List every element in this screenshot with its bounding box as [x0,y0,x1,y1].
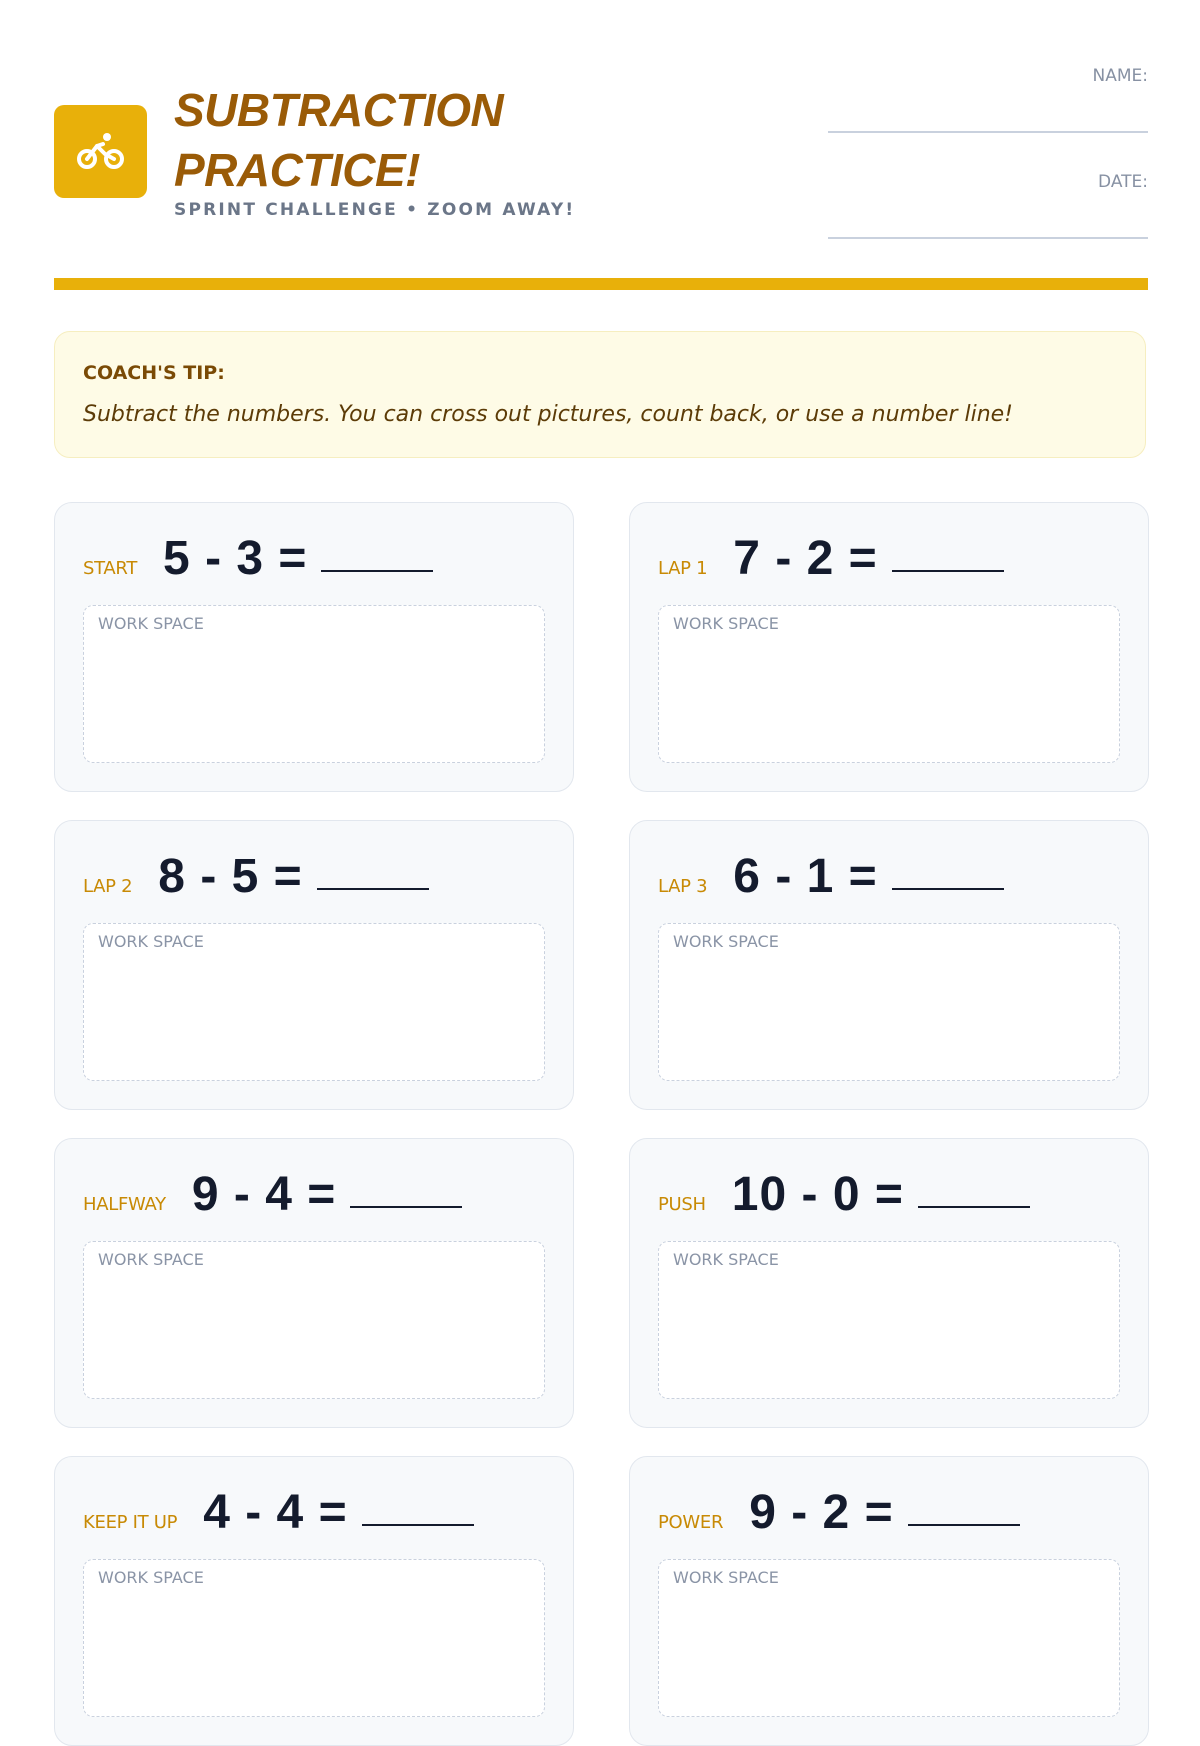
equation: 8 - 5 = [158,850,303,903]
logo-badge [54,105,147,198]
equation-row [658,531,1004,591]
date-field-line[interactable] [828,237,1148,239]
answer-blank[interactable] [321,570,433,572]
equation-row [83,1167,462,1227]
tip-text: Subtract the numbers. You can cross out pictures, count back, or use a number line! [83,402,1014,427]
lap-label: LAP 3 [658,876,708,897]
lap-label: HALFWAY [83,1194,166,1215]
equation: 9 - 4 = [191,1168,337,1221]
page-title [174,80,734,200]
problem-card [629,1138,1149,1428]
work-space-label: WORK SPACE [98,1568,204,1587]
coach-tip-box [54,331,1146,458]
page-subtitle: SPRINT CHALLENGE • ZOOM AWAY! [174,200,576,220]
tip-label: COACH'S TIP: [83,362,225,384]
title-line-2: PRACTICE! [174,144,420,196]
equation: 5 - 3 = [163,532,308,585]
answer-blank[interactable] [892,570,1004,572]
work-space-box[interactable] [83,1559,545,1717]
lap-label: START [83,558,138,579]
problem-card [54,502,574,792]
work-space-box[interactable] [658,923,1120,1081]
work-space-label: WORK SPACE [98,1250,204,1269]
bicycle-icon [73,124,129,180]
work-space-label: WORK SPACE [98,932,204,951]
title-line-1: SUBTRACTION [174,84,504,136]
answer-blank[interactable] [317,888,429,890]
problem-card [629,1456,1149,1746]
lap-label: KEEP IT UP [83,1512,178,1533]
header-divider [54,278,1148,290]
work-space-box[interactable] [658,1559,1120,1717]
name-field-line[interactable] [828,131,1148,133]
lap-label: LAP 1 [658,558,708,579]
answer-blank[interactable] [350,1206,462,1208]
answer-blank[interactable] [892,888,1004,890]
problem-card [54,1456,574,1746]
lap-label: PUSH [658,1194,706,1215]
equation-row [658,1485,1020,1545]
equation: 6 - 1 = [733,850,878,903]
equation: 9 - 2 = [749,1486,894,1539]
problem-card [629,502,1149,792]
work-space-box[interactable] [83,1241,545,1399]
equation-row [83,849,429,909]
equation-row [83,1485,474,1545]
work-space-box[interactable] [83,923,545,1081]
problem-card [629,820,1149,1110]
work-space-label: WORK SPACE [673,1250,779,1269]
work-space-box[interactable] [658,605,1120,763]
lap-label: POWER [658,1512,724,1533]
work-space-box[interactable] [83,605,545,763]
lap-label: LAP 2 [83,876,133,897]
equation-row [658,849,1004,909]
equation: 4 - 4 = [203,1486,348,1539]
equation: 10 - 0 = [731,1168,904,1221]
answer-blank[interactable] [362,1524,474,1526]
work-space-label: WORK SPACE [673,932,779,951]
problem-card [54,1138,574,1428]
work-space-label: WORK SPACE [673,1568,779,1587]
equation-row [83,531,433,591]
equation-row [658,1167,1030,1227]
answer-blank[interactable] [918,1206,1030,1208]
work-space-box[interactable] [658,1241,1120,1399]
equation: 7 - 2 = [733,532,878,585]
work-space-label: WORK SPACE [98,614,204,633]
date-label: DATE: [1098,172,1148,192]
answer-blank[interactable] [908,1524,1020,1526]
work-space-label: WORK SPACE [673,614,779,633]
problem-card [54,820,574,1110]
name-label: NAME: [1092,66,1148,86]
